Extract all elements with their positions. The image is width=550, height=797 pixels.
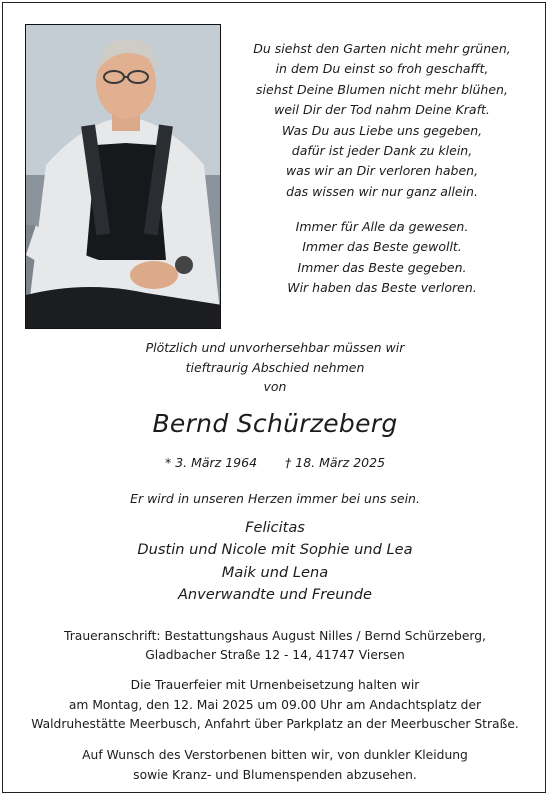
deceased-name: Bernd Schürzeberg <box>152 409 398 438</box>
mourning-address <box>0 627 550 665</box>
poem-line: Immer für Alle da gewesen. <box>295 219 469 234</box>
ceremony-info <box>0 676 550 735</box>
poem-line: weil Dir der Tod nahm Deine Kraft. <box>274 102 490 118</box>
ceremony-line: Waldruhestätte Meerbusch, Anfahrt über Parkplatz an der Meerbuscher Straße. <box>31 717 519 731</box>
poem-line: Du siehst den Garten nicht mehr grünen, <box>253 41 511 56</box>
mourner-line: Dustin und Nicole mit Sophie und Lea <box>137 541 413 559</box>
poem-line: was wir an Dir verloren haben, <box>285 163 479 179</box>
poem-line: Immer das Beste gewollt. <box>302 239 462 255</box>
mourner-line: Felicitas <box>245 519 305 536</box>
intro-line: tieftraurig Abschied nehmen <box>185 359 365 375</box>
deceased-wish <box>0 746 550 785</box>
poem-line: das wissen wir nur ganz allein. <box>286 183 478 199</box>
intro-line: Plötzlich und unvorhersehbar müssen wir <box>145 340 405 355</box>
wish-line: sowie Kranz- und Blumenspenden abzusehen. <box>133 767 417 782</box>
address-line: Traueranschrift: Bestattungshaus August Nilles / Bernd Schürzeberg, <box>64 629 486 643</box>
mourner-line: Maik und Lena <box>221 563 329 581</box>
life-dates <box>0 453 550 473</box>
poem-line: siehst Deine Blumen nicht mehr blühen, <box>256 81 508 97</box>
mourner-line: Anverwandte und Freunde <box>177 585 373 603</box>
death-date: † 18. März 2025 <box>285 455 386 470</box>
intro-line: von <box>263 379 287 394</box>
memorial-line: Er wird in unseren Herzen immer bei uns sein. <box>130 491 420 506</box>
poem-line: dafür ist jeder Dank zu klein, <box>291 143 473 159</box>
birth-date: * 3. März 1964 <box>164 455 258 470</box>
address-line: Gladbacher Straße 12 - 14, 41747 Viersen <box>145 648 405 662</box>
poem-stanza-2 <box>232 217 532 299</box>
portrait-photo <box>25 24 221 329</box>
poem-line: Immer das Beste gegeben. <box>297 259 467 275</box>
intro-text <box>0 338 550 397</box>
poem-line: Wir haben das Beste verloren. <box>287 280 477 296</box>
poem-stanza-1 <box>232 39 532 202</box>
mourners-list <box>0 517 550 606</box>
portrait-illustration <box>26 25 221 329</box>
wish-line: Auf Wunsch des Verstorbenen bitten wir, von dunkler Kleidung <box>82 748 468 762</box>
ceremony-line: am Montag, den 12. Mai 2025 um 09.00 Uhr am Andachtsplatz der <box>68 697 482 712</box>
poem-line: in dem Du einst so froh geschafft, <box>275 61 489 77</box>
poem-line: Was Du aus Liebe uns gegeben, <box>281 122 483 138</box>
ceremony-line: Die Trauerfeier mit Urnenbeisetzung halten wir <box>130 678 420 692</box>
